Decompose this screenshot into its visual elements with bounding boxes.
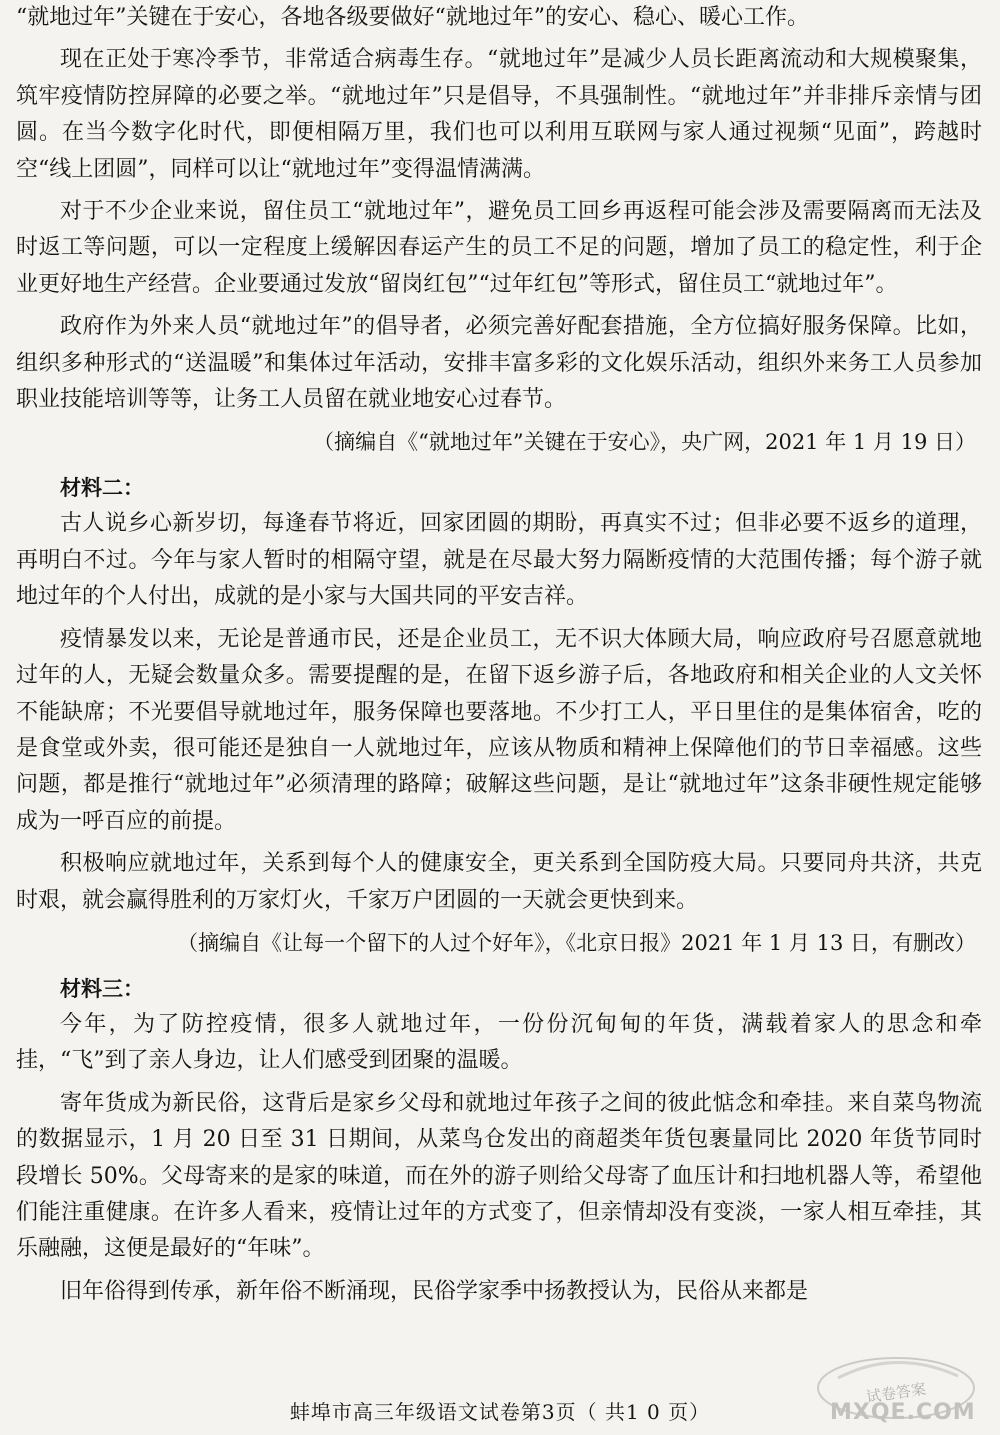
source-citation: （摘编自《让每一个留下的人过个好年》，《北京日报》2021 年 1 月 13 日，有删改） bbox=[177, 930, 976, 955]
paragraph: 对于不少企业来说，留住员工“就地过年”，避免员工回乡再返程可能会涉及需要隔离而无法及时返工等问题，可以一定程度上缓解因春运产生的员工不足的问题，增加了员工的稳定性，利于企业更好地生产经营。企业要通过发放“留岗红包”“过年红包”等形式，留住员工“就地过年”。 bbox=[16, 199, 982, 297]
paragraph: 疫情暴发以来，无论是普通市民，还是企业员工，无不识大体顾大局，响应政府号召愿意就地过年的人，无疑会数量众多。需要提醒的是，在留下返乡游子后，各地政府和相关企业的人文关怀不能缺席；不光要倡导就地过年，服务保障也要落地。不少打工人，平日里住的是集体宿舍，吃的是食堂或外卖，很可能还是独自一人就地过年，应该从物质和精神上保障他们的节日幸福感。这些问题，都是推行“就地过年”必须清理的路障；破解这些问题，是让“就地过年”这条非硬性规定能够成为一呼百应的前提。 bbox=[16, 626, 982, 834]
paragraph: 旧年俗得到传承，新年俗不断涌现，民俗学家季中扬教授认为，民俗从来都是 bbox=[60, 1278, 809, 1304]
paragraph: 今年，为了防控疫情，很多人就地过年，一份份沉甸甸的年货，满载着家人的思念和牵挂，“飞”到了亲人身边，让人们感受到团聚的温暖。 bbox=[16, 1011, 982, 1074]
watermark-logo bbox=[808, 1348, 983, 1430]
watermark-text: 试卷答案 bbox=[865, 1379, 928, 1407]
document-page bbox=[16, 0, 982, 1310]
paragraph: 积极响应就地过年，关系到每个人的健康安全，更关系到全国防疫大局。只要同舟共济，共克时艰，就会赢得胜利的万家灯火，千家万户团圆的一天就会更快到来。 bbox=[16, 851, 982, 913]
paragraph: 寄年货成为新民俗，这背后是家乡父母和就地过年孩子之间的彼此惦念和牵挂。来自菜鸟物流的数据显示，1 月 20 日至 31 日期间，从菜鸟仓发出的商超类年货包裹量同比 2020 年货节同时段增长 50%。父母寄来的是家的味道，而在外的游子则给父母寄了血压计和扫地机器人等，希望他们能注重健康。在许多人看来，疫情让过年的方式变了，但亲情却没有变淡，一家人相互牵挂，其乐融融，这便是最好的“年味”。 bbox=[16, 1090, 982, 1262]
paragraph: 政府作为外来人员“就地过年”的倡导者，必须完善好配套措施，全方位搞好服务保障。比如，组织多种形式的“送温暖”和集体过年活动，安排丰富多彩的文化娱乐活动，组织外来务工人员参加职业技能培训等等，让务工人员留在就业地安心过春节。 bbox=[16, 314, 982, 413]
paragraph: “就地过年”关键在于安心，各地各级要做好“就地过年”的安心、稳心、暖心工作。 bbox=[16, 5, 809, 30]
section-heading: 材料三： bbox=[60, 976, 144, 1001]
paragraph: 古人说乡心新岁切，每逢春节将近，回家团圆的期盼，再真实不过；但非必要不返乡的道理，再明白不过。今年与家人暂时的相隔守望，就是在尽最大努力隔断疫情的大范围传播；每个游子就地过年的个人付出，成就的是小家与大国共同的平安吉祥。 bbox=[16, 511, 982, 610]
page-footer: 蚌埠市高三年级语文试卷第3页（ 共1 0 页） bbox=[289, 1400, 711, 1424]
watermark-url: MXQE.COM bbox=[830, 1400, 976, 1425]
source-citation: （摘编自《“就地过年”关键在于安心》，央广网，2021 年 1 月 19 日） bbox=[313, 430, 976, 455]
paragraph: 现在正处于寒冷季节，非常适合病毒生存。“就地过年”是减少人员长距离流动和大规模聚集，筑牢疫情防控屏障的必要之举。“就地过年”只是倡导，不具强制性。“就地过年”并非排斥亲情与团圆。在当今数字化时代，即便相隔万里，我们也可以利用互联网与家人通过视频“见面”，跨越时空“线上团圆”，同样可以让“就地过年”变得温情满满。 bbox=[16, 47, 982, 182]
section-heading: 材料二： bbox=[60, 476, 144, 501]
